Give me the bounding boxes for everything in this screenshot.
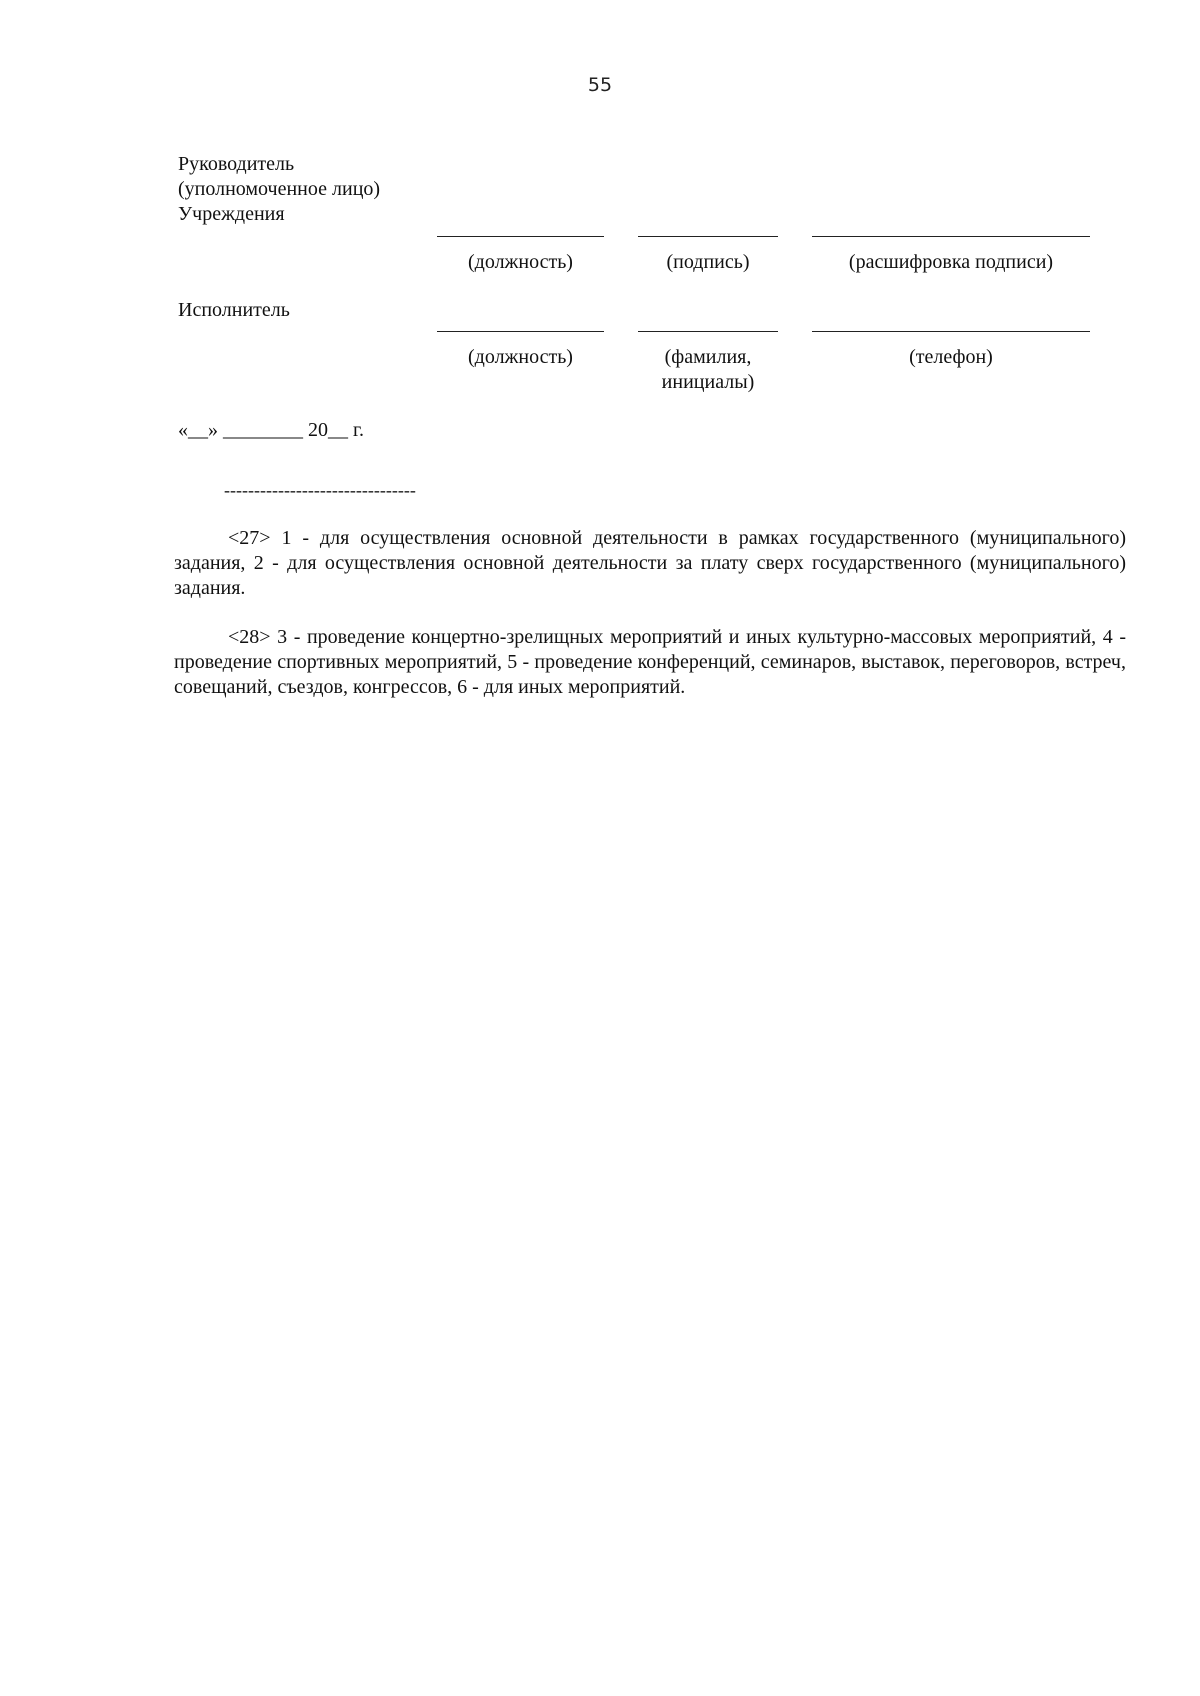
executor-label: Исполнитель [178,299,290,321]
footnote-28: <28> 3 - проведение концертно-зрелищных мероприятий и иных культурно-массовых мероприятий, 4 - проведение спортивных мероприятий, 5 - проведение конференций, семинаров, выставок, переговоров, встреч, совещаний, съездов, конгрессов, 6 - для иных мероприятий. [174,626,1126,698]
date-line: «__» ________ 20__ г. [178,419,364,441]
head-signature-caption: (подпись) [666,251,750,273]
executor-name-caption-line-1: (фамилия, [664,346,752,368]
executor-name-caption-line-2: инициалы) [661,371,755,393]
footnote-separator: -------------------------------- [224,480,416,500]
executor-name-line [638,331,778,332]
executor-phone-line [812,331,1090,332]
page-number: 55 [587,74,613,96]
executor-phone-caption: (телефон) [909,346,993,368]
executor-position-line [437,331,604,332]
head-decoding-caption: (расшифровка подписи) [848,251,1054,273]
head-label-line-1: Руководитель [178,153,295,175]
head-label-line-3: Учреждения [178,203,285,225]
head-position-line [437,236,604,237]
head-label-line-2: (уполномоченное лицо) [178,178,381,200]
head-signature-line [638,236,778,237]
footnote-27: <27> 1 - для осуществления основной деятельности в рамках государственного (муниципального) задания, 2 - для осуществления основной деятельности за плату сверх государственного (муниципального) задания. [174,527,1126,599]
head-position-caption: (должность) [468,251,573,273]
executor-position-caption: (должность) [468,346,573,368]
head-decoding-line [812,236,1090,237]
